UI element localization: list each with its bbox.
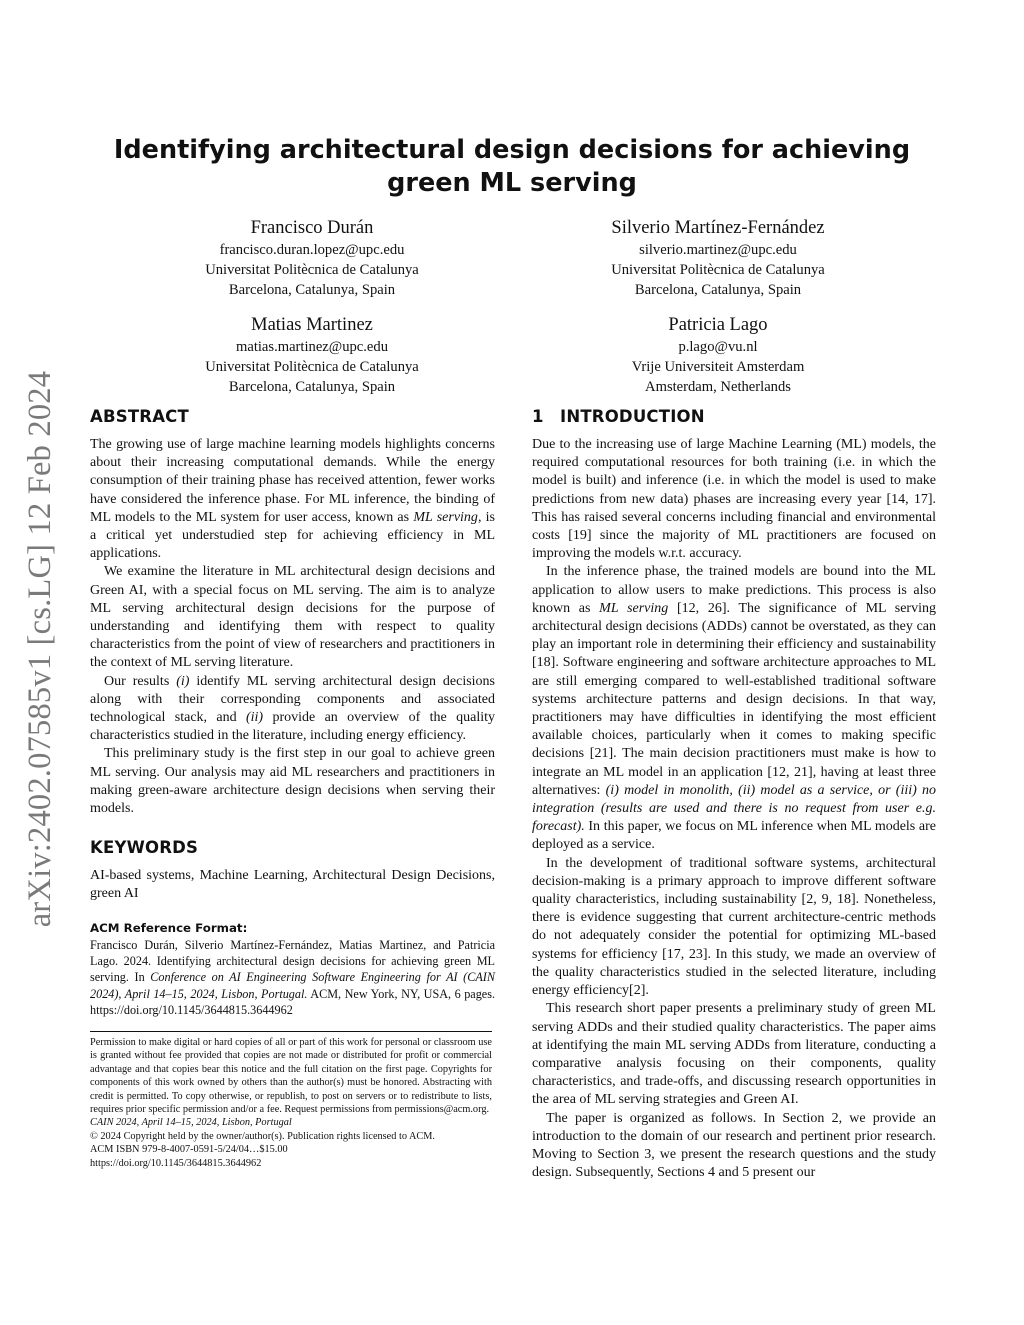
- author-name: Francisco Durán: [250, 218, 374, 238]
- intro-paragraph-5: The paper is organized as follows. In Section 2, we provide an introduction to the domain of our research and pertinent prior research. Moving to Section 3, we present the research questions and the study design. Subsequently, Sections 4 and 5 present our: [532, 1110, 936, 1181]
- permission-doi: https://doi.org/10.1145/3644815.3644962: [90, 1157, 262, 1169]
- author-name: Matias Martinez: [251, 315, 373, 335]
- abstract-paragraph-3: Our results (i) identify ML serving architectural design decisions along with their corresponding components and associated technological stack, and (ii) provide an overview of the quality characteristics studied in the literature, including energy efficiency.: [90, 673, 495, 744]
- author-email: francisco.duran.lopez@upc.edu: [219, 242, 405, 258]
- arxiv-stamp-text: arXiv:2402.07585v1 [cs.LG] 12 Feb 2024: [22, 370, 58, 928]
- author-block-2: [528, 216, 908, 300]
- author-location: Barcelona, Catalunya, Spain: [228, 379, 396, 395]
- abstract-paragraph-4: This preliminary study is the first step in our goal to achieve green ML serving. Our analysis may aid ML researchers and practitioners in making green-aware architecture design decisions when serving their models.: [90, 746, 495, 817]
- permission-isbn: ACM ISBN 979-8-4007-0591-5/24/04…$15.00: [90, 1144, 288, 1156]
- author-email: matias.martinez@upc.edu: [235, 339, 389, 355]
- acm-reference-text: Francisco Durán, Silverio Martínez-Fernández, Matias Martinez, and Patricia Lago. 2024. Identifying architectural design decisions for achieving green ML serving. In Conference on AI Engineering Software Engineering for AI (CAIN 2024), April 14–15, 2024, Lisbon, Portugal. ACM, New York, NY, USA, 6 pages. https://doi.org/10.1145/3644815.3644962: [90, 937, 495, 1018]
- introduction-heading: 1 INTRODUCTION: [532, 407, 705, 426]
- author-name: Silverio Martínez-Fernández: [611, 218, 825, 238]
- author-affiliation: Universitat Politècnica de Catalunya: [205, 262, 419, 278]
- paper-title: Identifying architectural design decisions for achieving green ML serving: [113, 135, 911, 198]
- author-name: Patricia Lago: [668, 315, 768, 335]
- intro-paragraph-4: This research short paper presents a preliminary study of green ML serving ADDs and their studied quality characteristics. The paper aims at identifying the main ML serving ADDs from literature, conducting a comparative analysis focusing on their components, quality characteristics, and trade-offs, and discussing research opportunities in the area of ML serving strategies and Green AI.: [532, 1001, 936, 1108]
- intro-paragraph-3: In the development of traditional software systems, architectural decision-making is a primary approach to improve different software quality characteristics, including sustainability [2, 9, 18]. Nonetheless, there is evidence suggesting that current architecture-centric methods do not adequately consider the potential for optimizing ML-based systems for efficiency [17, 23]. In this study, we made an overview of the quality characteristics studied in the selected literature, including energy efficiency[2].: [532, 855, 936, 999]
- permission-copyright: © 2024 Copyright held by the owner/author(s). Publication rights licensed to ACM.: [90, 1130, 436, 1142]
- intro-paragraph-1: Due to the increasing use of large Machine Learning (ML) models, the required computational resources for both training (i.e. in which the model is built) and inference (i.e. in which the model is used to make predictions from new data) phases are increasing every year [14, 17]. This has raised several concerns including financial and environmental costs [19] since the majority of ML practitioners are focused on improving the models w.r.t. accuracy.: [532, 437, 936, 562]
- permission-text: Permission to make digital or hard copies of all or part of this work for personal or classroom use is granted without fee provided that copies are not made or distributed for profit or commercial advantage and that copies bear this notice and the full citation on the first page. Copyrights for components of this work owned by others than the author(s) must be honored. Abstracting with credit is permitted. To copy otherwise, or republish, to post on servers or to redistribute to lists, requires prior specific permission and/or a fee. Request permissions from permissions@acm.org.: [90, 1037, 492, 1116]
- permission-notice: [90, 1036, 492, 1170]
- author-email: silverio.martinez@upc.edu: [639, 242, 797, 258]
- abstract-heading: ABSTRACT: [90, 407, 189, 426]
- author-location: Amsterdam, Netherlands: [645, 379, 791, 395]
- footnote-divider: [90, 1031, 492, 1032]
- author-block-3: [122, 313, 502, 397]
- author-affiliation: Universitat Politècnica de Catalunya: [611, 262, 825, 278]
- author-affiliation: Vrije Universiteit Amsterdam: [631, 359, 805, 375]
- arxiv-stamp: [10, 356, 70, 942]
- author-affiliation: Universitat Politècnica de Catalunya: [205, 359, 419, 375]
- abstract-paragraph-2: We examine the literature in ML architectural design decisions and Green AI, with a special focus on ML serving. The aim is to analyze ML serving architectural design decisions for the purpose of understanding and identifying them with respect to quality characteristics from the point of view of researchers and practitioners in the context of ML serving literature.: [90, 564, 495, 671]
- acm-reference-heading: ACM Reference Format:: [90, 920, 248, 935]
- author-email: p.lago@vu.nl: [678, 339, 758, 355]
- author-block-4: [528, 313, 908, 397]
- intro-paragraph-2: In the inference phase, the trained models are bound into the ML application to allow users to make predictions. This process is also known as ML serving [12, 26]. The significance of ML serving architectural design decisions (ADDs) cannot be overstated, as they can play an important role in determining their efficiency and sustainability [18]. Software engineering and software architecture approaches to ML are still emerging compared to well-established traditional software systems architecture patterns and design decisions. In that way, practitioners may have difficulties in identifying the most efficient available choices, particularly when it comes to making specific decisions [21]. The main decision practitioners must make is how to integrate an ML model in an application [12, 21], having at least three alternatives: (i) model in monolith, (ii) model as a service, or (iii) no integration (results are used and there is no request from user e.g. forecast). In this paper, we focus on ML inference when ML models are deployed as a service.: [532, 564, 936, 853]
- author-location: Barcelona, Catalunya, Spain: [634, 282, 802, 298]
- right-column: [532, 405, 936, 1182]
- abstract-paragraph-1: The growing use of large machine learning models highlights concerns about their increasing computational demands. While the energy consumption of their training phase has received attention, fewer works have considered the inference phase. For ML inference, the binding of ML models to the ML system for user access, known as ML serving, is a critical yet understudied step for achieving efficiency in ML applications.: [90, 437, 495, 562]
- author-location: Barcelona, Catalunya, Spain: [228, 282, 396, 298]
- permission-conference: CAIN 2024, April 14–15, 2024, Lisbon, Portugal: [90, 1117, 292, 1129]
- left-column: [90, 405, 495, 1019]
- keywords-heading: KEYWORDS: [90, 838, 199, 858]
- keywords-text: AI-based systems, Machine Learning, Architectural Design Decisions, green AI: [90, 868, 495, 902]
- author-block-1: [122, 216, 502, 300]
